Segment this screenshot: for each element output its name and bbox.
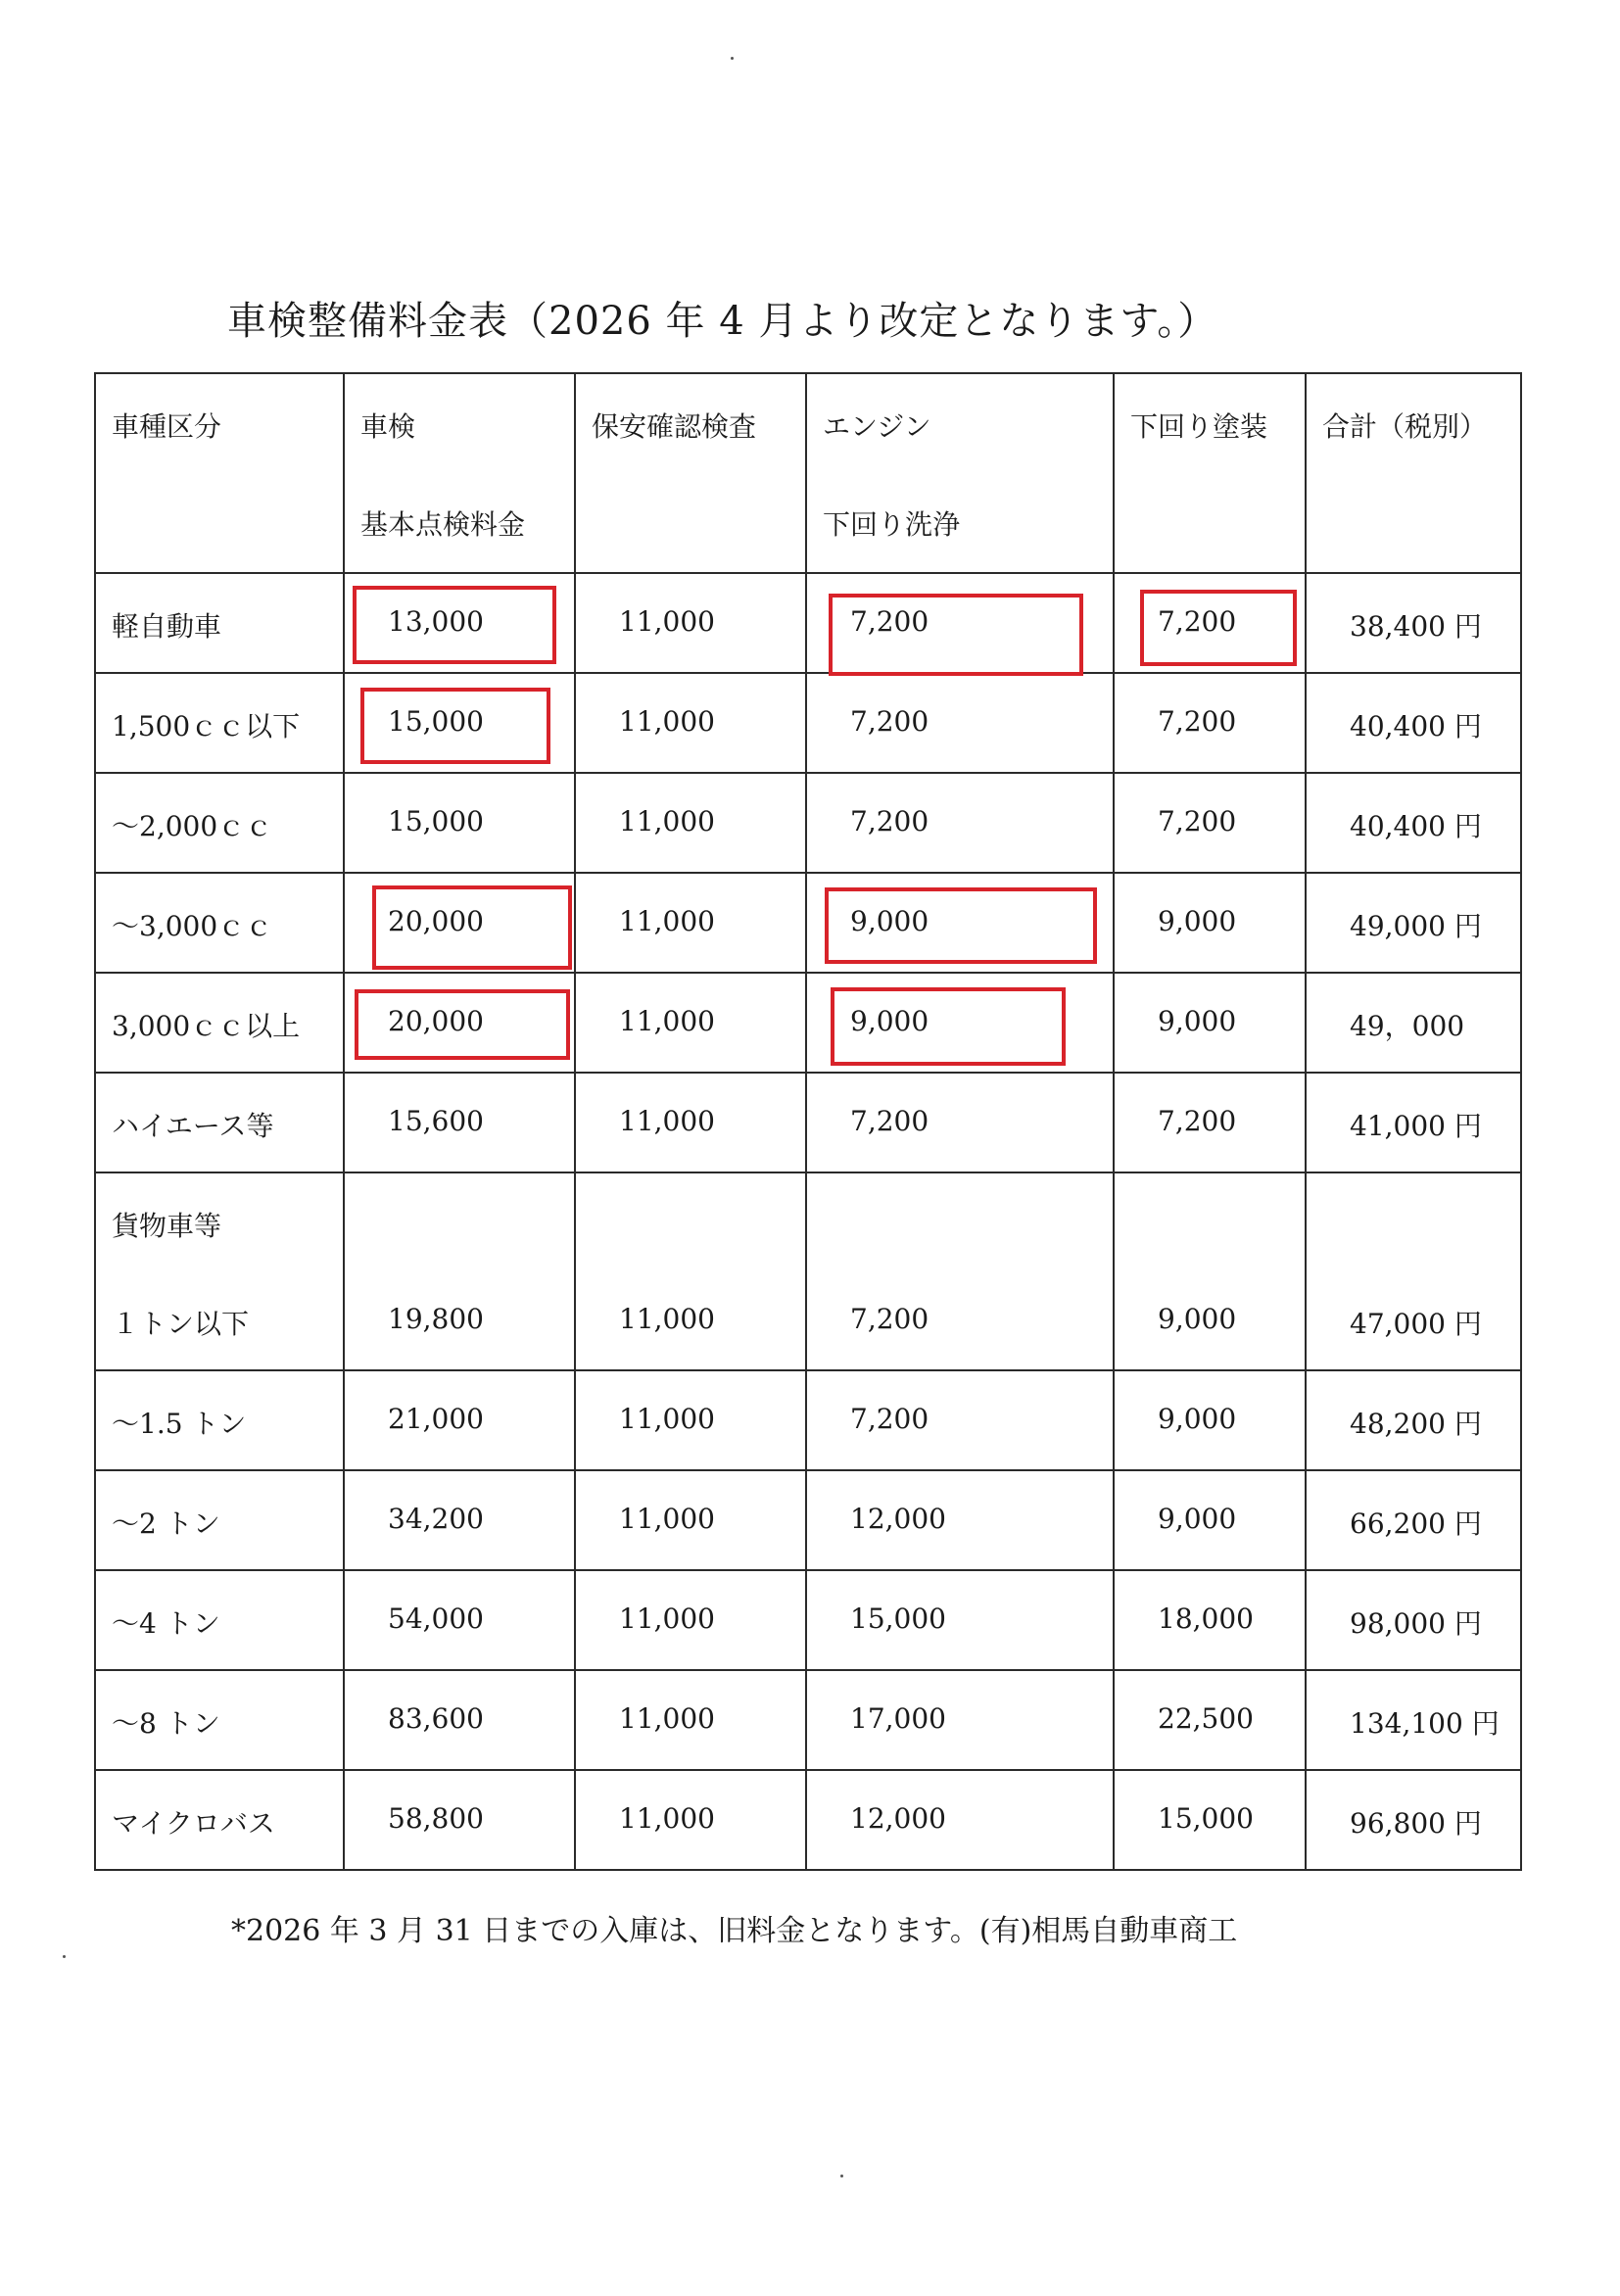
header-cell: 保安確認検査 bbox=[575, 373, 806, 573]
value-cell: 7,200 bbox=[1158, 605, 1237, 638]
category-cell: ～2,000ｃｃ bbox=[112, 810, 273, 842]
value-cell: 12,000 bbox=[850, 1802, 946, 1835]
value-cell: 7,200 bbox=[1158, 805, 1237, 837]
scan-speck bbox=[731, 57, 734, 60]
category-cell: ～1.5 トン bbox=[112, 1408, 247, 1440]
value-cell: 7,200 bbox=[850, 805, 929, 837]
value-cell: 58,800 bbox=[388, 1802, 484, 1835]
fee-table bbox=[94, 372, 1522, 1871]
value-cell: 9,000 bbox=[1158, 1403, 1237, 1435]
category-cell: 1,500ｃｃ以下 bbox=[112, 710, 301, 742]
value-cell: 54,000 bbox=[388, 1602, 484, 1635]
total-cell: 66,200 円 bbox=[1350, 1507, 1482, 1540]
value-cell: 9,000 bbox=[1158, 1303, 1237, 1335]
total-cell: 96,800 円 bbox=[1350, 1807, 1482, 1840]
value-cell: 7,200 bbox=[850, 1403, 929, 1435]
value-cell: 20,000 bbox=[388, 905, 484, 937]
value-cell: 7,200 bbox=[1158, 1105, 1237, 1137]
header-cell: 合計（税別） bbox=[1306, 373, 1521, 573]
value-cell: 11,000 bbox=[619, 1503, 715, 1535]
category-cell: ～3,000ｃｃ bbox=[112, 910, 273, 942]
value-cell: 22,500 bbox=[1158, 1702, 1254, 1735]
total-cell: 98,000 円 bbox=[1350, 1607, 1482, 1640]
value-cell: 9,000 bbox=[1158, 1005, 1237, 1037]
value-cell: 11,000 bbox=[619, 1105, 715, 1137]
table-row bbox=[95, 1370, 1521, 1470]
table-row bbox=[95, 1570, 1521, 1670]
value-cell: 9,000 bbox=[1158, 905, 1237, 937]
header-cell: エンジン 下回り洗浄 bbox=[806, 373, 1114, 573]
category-cell: １トン以下 bbox=[112, 1308, 250, 1340]
header-cell: 車検 基本点検料金 bbox=[344, 373, 575, 573]
value-cell: 17,000 bbox=[850, 1702, 946, 1735]
category-cell: ハイエース等 bbox=[112, 1110, 274, 1142]
category-cell: ～4 トン bbox=[112, 1607, 220, 1640]
table-row bbox=[95, 1172, 1521, 1370]
value-cell: 9,000 bbox=[850, 1005, 929, 1037]
value-cell: 9,000 bbox=[1158, 1503, 1237, 1535]
table-row bbox=[95, 673, 1521, 773]
total-cell: 40,400 円 bbox=[1350, 710, 1482, 742]
value-cell: 7,200 bbox=[850, 605, 929, 638]
value-cell: 11,000 bbox=[619, 1602, 715, 1635]
value-cell: 19,800 bbox=[388, 1303, 484, 1335]
value-cell: 11,000 bbox=[619, 1005, 715, 1037]
scan-speck bbox=[840, 2175, 843, 2177]
value-cell: 7,200 bbox=[850, 705, 929, 738]
category-cell: 軽自動車 bbox=[112, 610, 222, 643]
value-cell: 15,000 bbox=[850, 1602, 946, 1635]
value-cell: 11,000 bbox=[619, 1303, 715, 1335]
table-row bbox=[95, 873, 1521, 973]
category-cell: ～8 トン bbox=[112, 1707, 220, 1740]
total-cell: 48,200 円 bbox=[1350, 1408, 1482, 1440]
value-cell: 11,000 bbox=[619, 705, 715, 738]
value-cell: 20,000 bbox=[388, 1005, 484, 1037]
value-cell: 15,000 bbox=[388, 705, 484, 738]
table-row bbox=[95, 1770, 1521, 1870]
table-row bbox=[95, 773, 1521, 873]
group-label: 貨物車等 bbox=[112, 1210, 222, 1242]
value-cell: 11,000 bbox=[619, 805, 715, 837]
value-cell: 15,000 bbox=[388, 805, 484, 837]
value-cell: 7,200 bbox=[850, 1105, 929, 1137]
value-cell: 11,000 bbox=[619, 905, 715, 937]
total-cell: 49，000 bbox=[1350, 1010, 1465, 1042]
value-cell: 12,000 bbox=[850, 1503, 946, 1535]
total-cell: 41,000 円 bbox=[1350, 1110, 1482, 1142]
value-cell: 11,000 bbox=[619, 1403, 715, 1435]
value-cell: 15,000 bbox=[1158, 1802, 1254, 1835]
page-title: 車検整備料金表（2026 年 4 月より改定となります。） bbox=[227, 299, 1218, 344]
value-cell: 9,000 bbox=[850, 905, 929, 937]
header-row bbox=[95, 373, 1521, 573]
table-row bbox=[95, 1073, 1521, 1172]
value-cell: 11,000 bbox=[619, 1702, 715, 1735]
value-cell: 11,000 bbox=[619, 605, 715, 638]
total-cell: 38,400 円 bbox=[1350, 610, 1482, 643]
scan-speck bbox=[63, 1955, 66, 1958]
category-cell: ～2 トン bbox=[112, 1507, 220, 1540]
value-cell: 7,200 bbox=[850, 1303, 929, 1335]
footnote: *2026 年 3 月 31 日までの入庫は、旧料金となります。(有)相馬自動車商工 bbox=[231, 1914, 1238, 1948]
header-cell: 車種区分 bbox=[95, 373, 344, 573]
value-cell: 18,000 bbox=[1158, 1602, 1254, 1635]
total-cell: 47,000 円 bbox=[1350, 1308, 1482, 1340]
value-cell: 34,200 bbox=[388, 1503, 484, 1535]
table-row bbox=[95, 1470, 1521, 1570]
table-row bbox=[95, 1670, 1521, 1770]
value-cell: 83,600 bbox=[388, 1702, 484, 1735]
total-cell: 134,100 円 bbox=[1350, 1707, 1500, 1740]
value-cell: 15,600 bbox=[388, 1105, 484, 1137]
table-row bbox=[95, 973, 1521, 1073]
value-cell: 13,000 bbox=[388, 605, 484, 638]
category-cell: 3,000ｃｃ以上 bbox=[112, 1010, 301, 1042]
category-cell: マイクロバス bbox=[112, 1807, 275, 1840]
total-cell: 40,400 円 bbox=[1350, 810, 1482, 842]
value-cell: 11,000 bbox=[619, 1802, 715, 1835]
value-cell: 7,200 bbox=[1158, 705, 1237, 738]
table-row bbox=[95, 573, 1521, 673]
header-cell: 下回り塗装 bbox=[1114, 373, 1306, 573]
value-cell: 21,000 bbox=[388, 1403, 484, 1435]
total-cell: 49,000 円 bbox=[1350, 910, 1482, 942]
